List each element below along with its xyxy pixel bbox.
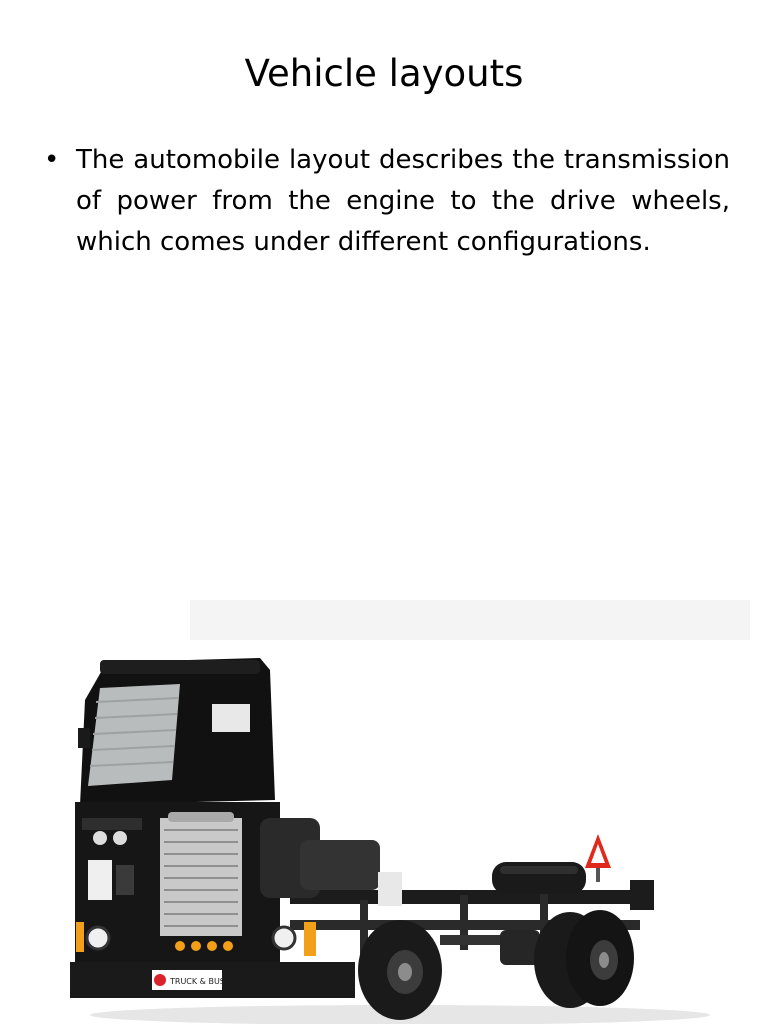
radiator-grille <box>160 812 242 936</box>
bullet-list <box>40 140 730 263</box>
mirror <box>78 728 90 748</box>
warning-triangle-icon <box>585 834 611 882</box>
front-wheel <box>358 920 442 1020</box>
spare-tyre <box>492 862 586 894</box>
bullet-text: The automobile layout describes the transmission of power from the engine to the drive wheels, which comes under different configurations. <box>76 145 730 257</box>
front-bumper <box>70 962 355 998</box>
truck-chassis-image <box>60 590 760 1024</box>
fluid-tank <box>378 872 402 906</box>
background-haze <box>190 600 750 640</box>
indicator-left <box>76 922 84 952</box>
indicator-right <box>304 922 316 956</box>
cab <box>78 658 275 805</box>
bullet-item <box>40 140 730 263</box>
slide-title: Vehicle layouts <box>244 52 524 95</box>
bullet-icon: • <box>44 145 60 175</box>
rear-wheels <box>534 910 634 1008</box>
brand-badge-text: TRUCK & BUS <box>170 977 225 986</box>
side-window <box>212 704 250 732</box>
